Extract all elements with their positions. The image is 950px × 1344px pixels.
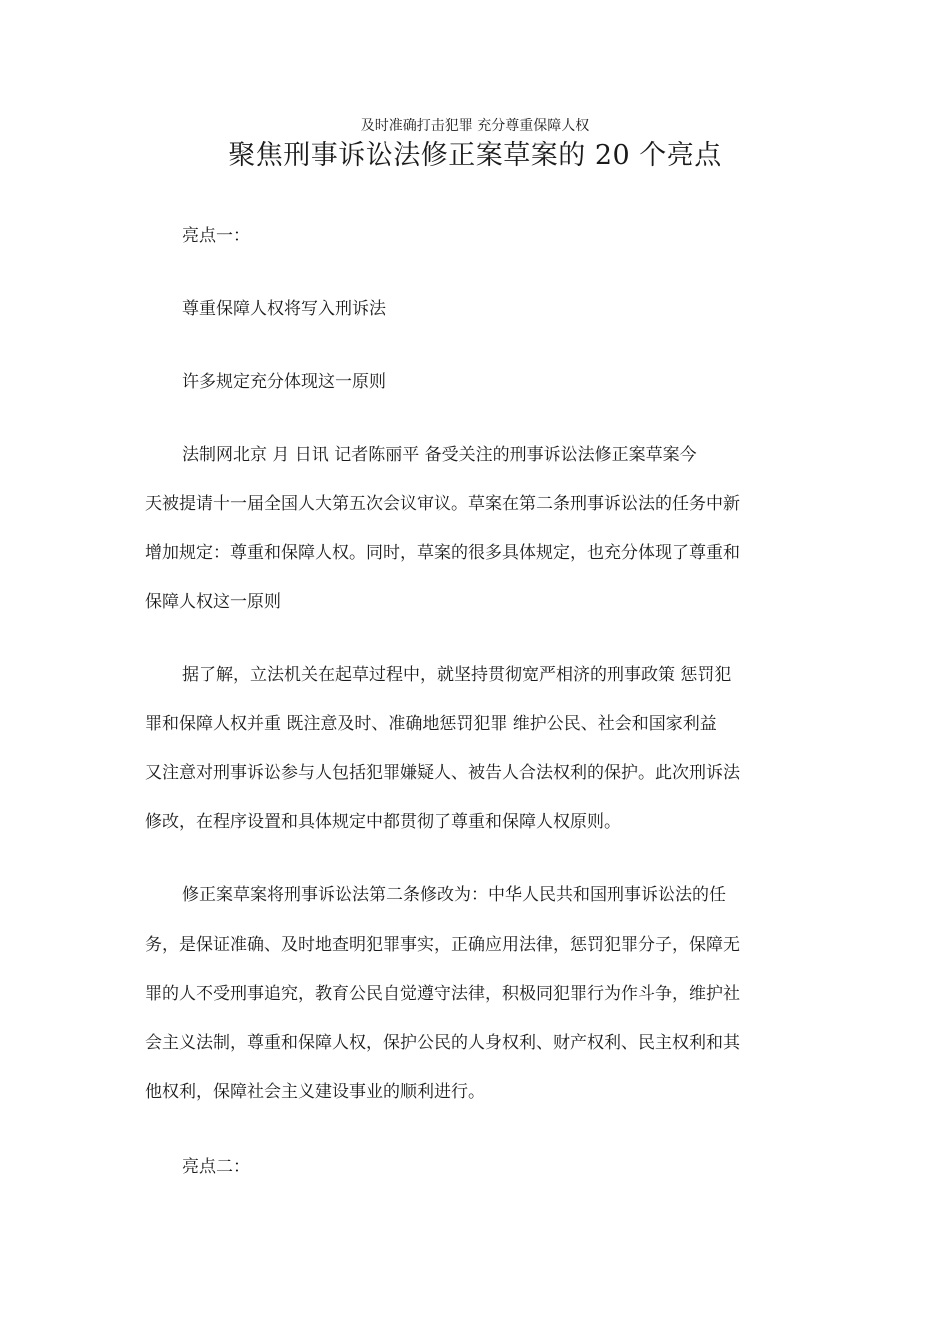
paragraph-line: 修正案草案将刑事诉讼法第二条修改为：中华人民共和国刑事诉讼法的任 xyxy=(182,885,726,905)
paragraph-line: 务，是保证准确、及时地查明犯罪事实，正确应用法律，惩罚犯罪分子，保障无 xyxy=(145,935,740,955)
document-title: 聚焦刑事诉讼法修正案草案的 20 个亮点 xyxy=(228,140,722,171)
paragraph-line: 他权利，保障社会主义建设事业的顺利进行。 xyxy=(145,1082,485,1102)
paragraph-line: 罪的人不受刑事追究，教育公民自觉遵守法律，积极同犯罪行为作斗争，维护社 xyxy=(145,984,740,1004)
paragraph-line: 又注意对刑事诉讼参与人包括犯罪嫌疑人、被告人合法权利的保护。此次刑诉法 xyxy=(145,763,740,783)
paragraph-line: 会主义法制，尊重和保障人权，保护公民的人身权利、财产权利、民主权利和其 xyxy=(145,1033,740,1053)
paragraph-line: 据了解，立法机关在起草过程中，就坚持贯彻宽严相济的刑事政策 惩罚犯 xyxy=(182,665,732,685)
section-heading: 尊重保障人权将写入刑诉法 xyxy=(182,299,386,319)
highlight-heading-2: 亮点二： xyxy=(182,1157,250,1177)
paragraph-line: 天被提请十一届全国人大第五次会议审议。草案在第二条刑事诉讼法的任务中新 xyxy=(145,494,740,514)
document-subtitle: 及时准确打击犯罪 充分尊重保障人权 xyxy=(360,118,590,134)
paragraph-line: 修改，在程序设置和具体规定中都贯彻了尊重和保障人权原则。 xyxy=(145,812,621,832)
highlight-heading-1: 亮点一： xyxy=(182,226,250,246)
paragraph-line: 法制网北京 月 日讯 记者陈丽平 备受关注的刑事诉讼法修正案草案今 xyxy=(182,445,697,465)
paragraph-line: 增加规定：尊重和保障人权。同时，草案的很多具体规定，也充分体现了尊重和 xyxy=(145,543,740,563)
paragraph-line: 罪和保障人权并重 既注意及时、准确地惩罚犯罪 维护公民、社会和国家利益 xyxy=(145,714,717,734)
paragraph-line: 保障人权这一原则 xyxy=(145,592,281,612)
section-subheading: 许多规定充分体现这一原则 xyxy=(182,372,386,392)
